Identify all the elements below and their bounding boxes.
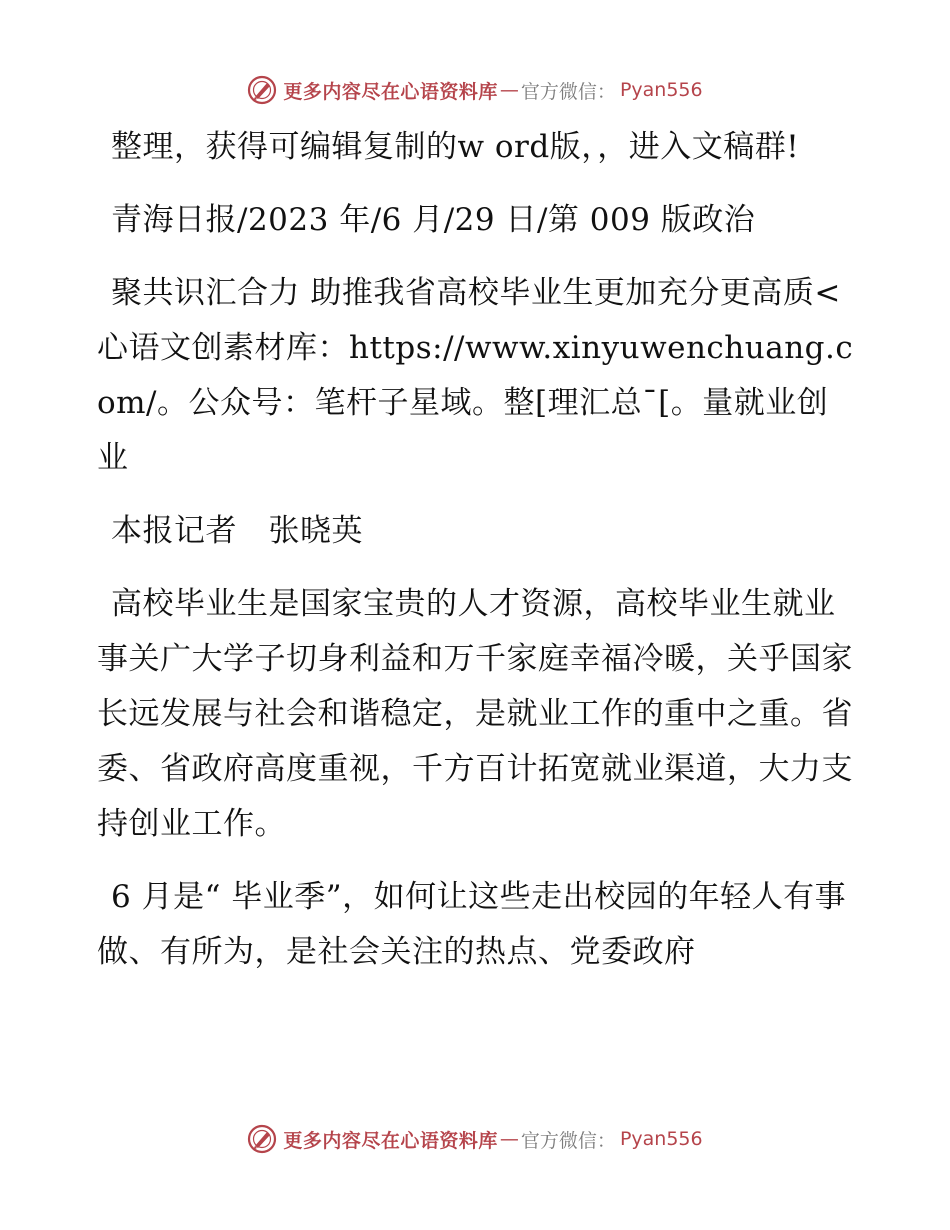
promo-text: 更多内容尽在心语资料库 (283, 80, 498, 103)
intro-paragraph: 整理，获得可编辑复制的w ord版，，进入文稿群! (111, 129, 800, 165)
footer-watermark-banner (0, 1119, 950, 1159)
header-watermark-banner (0, 70, 950, 110)
article-headline: 聚共识汇合力 助推我省高校毕业生更加充分更高质<心语文创素材库：https://www.xinyuwenchuang.com/。公众号：笔杆子星域。整[理汇总¯[。量就业创业 (97, 275, 854, 476)
quill-pen-logo-icon (247, 75, 277, 105)
document-body (97, 120, 857, 998)
body-paragraph: 高校毕业生是国家宝贵的人才资源，高校毕业生就业事关广大学子切身利益和万千家庭幸福冷暖，关乎国家长远发展与社会和谐稳定，是就业工作的重中之重。省委、省政府高度重视，千方百计拓宽就业渠道，大力支持创业工作。 (97, 586, 853, 842)
wechat-label: 官方微信： (520, 80, 616, 103)
wechat-label: 官方微信： (520, 1129, 616, 1152)
quill-pen-logo-icon (247, 1124, 277, 1154)
separator: — (499, 79, 519, 101)
body-paragraph: 6 月是“ 毕业季”，如何让这些走出校园的年轻人有事做、有所为，是社会关注的热点、党委政府 (97, 879, 847, 970)
separator: — (499, 1128, 519, 1150)
source-line: 青海日报/2023 年/6 月/29 日/第 009 版政治 (111, 202, 756, 238)
byline: 本报记者 张晓英 (111, 513, 363, 549)
wechat-id: Pyan556 (619, 1128, 703, 1150)
wechat-id: Pyan556 (619, 79, 703, 101)
promo-text: 更多内容尽在心语资料库 (283, 1129, 498, 1152)
